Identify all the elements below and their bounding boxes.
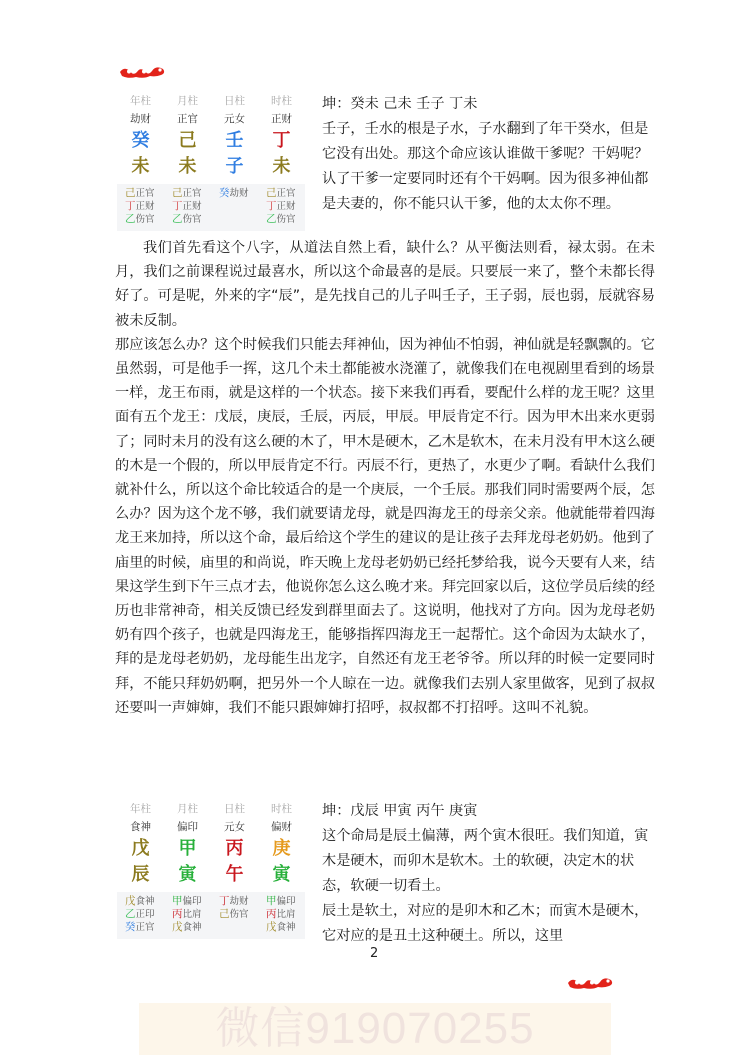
bazi-chart-2 xyxy=(117,800,305,939)
hidden-stem-item xyxy=(172,921,211,934)
hidden-stem-char: 甲 xyxy=(172,895,183,907)
hidden-stem-item xyxy=(125,187,164,200)
header-day: 日柱 xyxy=(224,803,245,815)
hidden-stem-char: 戊 xyxy=(125,895,136,907)
hidden-stem-item xyxy=(125,200,164,213)
hidden-stem-char: 乙 xyxy=(125,908,136,920)
hidden-stem-char: 戊 xyxy=(172,921,183,933)
hidden-stem-char: 乙 xyxy=(172,213,183,225)
branch-day: 子 xyxy=(225,156,244,177)
pillar-headers xyxy=(117,800,305,818)
hidden-stem-god: 食神 xyxy=(276,922,296,933)
chart1-text: 壬子，壬水的根是子水，子水翻到了年干癸水，但是它没有出处。那这个命应该认谁做干爹呢？干妈呢？认了干爹一定要同时还有个干妈啊。因为很多神仙都是夫妻的，你不能只认干爹，他的太太你不理。 xyxy=(322,121,649,212)
hidden-stem-char: 乙 xyxy=(266,213,277,225)
hidden-stem-char: 甲 xyxy=(266,895,277,907)
hidden-stems-col xyxy=(211,895,258,934)
ten-gods-row xyxy=(117,818,305,836)
god-hour: 正财 xyxy=(271,113,292,125)
hidden-stem-god: 正官 xyxy=(182,188,202,199)
hidden-stem-god: 正印 xyxy=(135,909,155,920)
cloud-ornament-icon xyxy=(118,64,166,80)
stem-day: 壬 xyxy=(225,130,244,151)
hidden-stem-item xyxy=(266,921,305,934)
main-body xyxy=(115,236,655,720)
stem-hour: 庚 xyxy=(272,838,291,859)
branch-month: 寅 xyxy=(178,864,197,885)
god-hour: 偏财 xyxy=(271,821,292,833)
hidden-stem-item xyxy=(172,908,211,921)
hidden-stem-char: 癸 xyxy=(219,187,230,199)
hidden-stem-item xyxy=(125,908,164,921)
hidden-stem-god: 食神 xyxy=(135,896,155,907)
header-year: 年柱 xyxy=(130,803,151,815)
branch-year: 未 xyxy=(131,156,150,177)
hidden-stem-god: 伤官 xyxy=(182,214,202,225)
hidden-stem-god: 正官 xyxy=(135,922,155,933)
hidden-stem-god: 伤官 xyxy=(135,214,155,225)
stem-year: 癸 xyxy=(131,130,150,151)
hidden-stems-col xyxy=(164,187,211,226)
hidden-stem-char: 丁 xyxy=(266,200,277,212)
hidden-stem-char: 丁 xyxy=(125,200,136,212)
god-month: 正官 xyxy=(177,113,198,125)
paragraph-1: 我们首先看这个八字，从道法自然上看，缺什么？从平衡法则看，禄太弱。在未月，我们之前课程说过最喜水，所以这个命最喜的是辰。只要辰一来了，整个未都长得好了。可是呢，外来的字“辰”，是先找自己的儿子叫壬子，王子弱，辰也弱，辰就容易被未反制。 xyxy=(115,240,655,329)
hidden-stem-char: 丁 xyxy=(172,200,183,212)
branches-row xyxy=(117,154,305,180)
hidden-stem-char: 癸 xyxy=(125,921,136,933)
hidden-stem-char: 丁 xyxy=(219,895,230,907)
hidden-stem-god: 正官 xyxy=(276,188,296,199)
god-day: 元女 xyxy=(224,113,245,125)
hidden-stem-god: 劫财 xyxy=(229,896,249,907)
stem-hour: 丁 xyxy=(272,130,291,151)
hidden-stems-col xyxy=(258,895,305,934)
hidden-stem-god: 偏印 xyxy=(276,896,296,907)
watermark: 微信919070255 xyxy=(139,1003,611,1055)
chart2-text-2: 辰土是软土，对应的是卯木和乙木；而寅木是硬木，它对应的是丑土这种硬土。所以，这里 xyxy=(322,903,649,944)
hidden-stem-item xyxy=(266,908,305,921)
hidden-stem-char: 乙 xyxy=(125,213,136,225)
cloud-ornament-icon xyxy=(566,975,614,991)
page-number: 2 xyxy=(370,946,379,961)
bazi-chart-1 xyxy=(117,92,305,231)
hidden-stem-item xyxy=(125,921,164,934)
hidden-stem-item xyxy=(172,187,211,200)
hidden-stems-col xyxy=(117,187,164,226)
branch-day: 午 xyxy=(225,864,244,885)
hidden-stem-item xyxy=(172,213,211,226)
chart2-title: 坤：戊辰 甲寅 丙午 庚寅 xyxy=(322,803,478,819)
header-month: 月柱 xyxy=(177,803,198,815)
hidden-stem-item xyxy=(266,200,305,213)
hidden-stem-char: 己 xyxy=(266,187,277,199)
hidden-stem-item xyxy=(125,213,164,226)
branch-hour: 寅 xyxy=(272,864,291,885)
hidden-stem-item xyxy=(125,895,164,908)
hidden-stem-god: 正财 xyxy=(276,201,296,212)
pillar-headers xyxy=(117,92,305,110)
hidden-stem-item xyxy=(219,908,258,921)
hidden-stem-god: 正财 xyxy=(135,201,155,212)
hidden-stem-char: 丙 xyxy=(172,908,183,920)
branch-year: 辰 xyxy=(131,864,150,885)
hidden-stem-char: 己 xyxy=(172,187,183,199)
stems-row xyxy=(117,128,305,154)
hidden-stems-col xyxy=(258,187,305,226)
header-day: 日柱 xyxy=(224,95,245,107)
header-year: 年柱 xyxy=(130,95,151,107)
chart2-text-1: 这个命局是辰土偏薄，两个寅木很旺。我们知道，寅木是硬木，而卯木是软木。土的软硬，决定木的状态，软硬一切看土。 xyxy=(322,828,649,894)
hidden-stem-god: 比肩 xyxy=(182,909,202,920)
header-hour: 时柱 xyxy=(271,95,292,107)
hidden-stem-char: 己 xyxy=(219,908,230,920)
hidden-stem-item xyxy=(219,187,258,200)
hidden-stems-box xyxy=(117,892,305,939)
hidden-stem-char: 丙 xyxy=(266,908,277,920)
hidden-stem-item xyxy=(172,200,211,213)
hidden-stem-god: 偏印 xyxy=(182,896,202,907)
hidden-stem-char: 己 xyxy=(125,187,136,199)
hidden-stem-god: 伤官 xyxy=(276,214,296,225)
branch-month: 未 xyxy=(178,156,197,177)
hidden-stems-col xyxy=(211,187,258,226)
stem-month: 甲 xyxy=(178,838,197,859)
chart1-title: 坤：癸未 己未 壬子 丁未 xyxy=(322,96,478,112)
chart2-description xyxy=(322,799,657,949)
hidden-stems-box xyxy=(117,184,305,231)
ten-gods-row xyxy=(117,110,305,128)
stem-day: 丙 xyxy=(225,838,244,859)
stem-year: 戊 xyxy=(131,838,150,859)
hidden-stem-god: 食神 xyxy=(182,922,202,933)
hidden-stem-item xyxy=(219,895,258,908)
chart1-description xyxy=(322,92,657,217)
stems-row xyxy=(117,836,305,862)
hidden-stems-col xyxy=(117,895,164,934)
branch-hour: 未 xyxy=(272,156,291,177)
hidden-stem-god: 伤官 xyxy=(229,909,249,920)
hidden-stem-char: 戊 xyxy=(266,921,277,933)
god-month: 偏印 xyxy=(177,821,198,833)
god-year: 劫财 xyxy=(130,113,151,125)
hidden-stem-item xyxy=(266,895,305,908)
god-day: 元女 xyxy=(224,821,245,833)
hidden-stem-god: 正财 xyxy=(182,201,202,212)
hidden-stem-god: 正官 xyxy=(135,188,155,199)
hidden-stem-god: 劫财 xyxy=(229,188,249,199)
god-year: 食神 xyxy=(130,821,151,833)
branches-row xyxy=(117,862,305,888)
hidden-stem-item xyxy=(172,895,211,908)
header-month: 月柱 xyxy=(177,95,198,107)
hidden-stem-item xyxy=(266,213,305,226)
header-hour: 时柱 xyxy=(271,803,292,815)
hidden-stem-god: 比肩 xyxy=(276,909,296,920)
hidden-stem-item xyxy=(266,187,305,200)
stem-month: 己 xyxy=(178,130,197,151)
paragraph-2: 那应该怎么办？这个时候我们只能去拜神仙，因为神仙不怕弱，神仙就是轻飘飘的。它虽然弱，可是他手一挥，这几个未土都能被水浇灌了，就像我们在电视剧里看到的场景一样，龙王布雨，就是这样的一个状态。接下来我们再看，要配什么样的龙王呢？这里面有五个龙王：戊辰，庚辰，壬辰，丙辰，甲辰。甲辰肯定不行。因为甲木出来水更弱了；同时未月的没有这么硬的木了，甲木是硬木，乙木是软木，在未月没有甲木这么硬的木是一个假的，所以甲辰肯定不行。丙辰不行，更热了，水更少了啊。看缺什么我们就补什么，所以这个命比较适合的是一个庚辰，一个壬辰。那我们同时需要两个辰，怎么办？因为这个龙不够，我们就要请龙母，就是四海龙王的母亲父亲。他就能带着四海龙王来加持，所以这个命，最后给这个学生的建议的是让孩子去拜龙母老奶奶。他到了庙里的时候，庙里的和尚说，昨天晚上龙母老奶奶已经托梦给我，说今天要有人来，结果这学生到下午三点才去，他说你怎么这么晚才来。拜完回家以后，这位学员后续的经历也非常神奇，相关反馈已经发到群里面去了。这说明，他找对了方向。因为龙母老奶奶有四个孩子，也就是四海龙王，能够指挥四海龙王一起帮忙。这个命因为太缺水了，拜的是龙母老奶奶，龙母能生出龙字，自然还有龙王老爷爷。所以拜的时候一定要同时拜，不能只拜奶奶啊，把另外一个人晾在一边。就像我们去别人家里做客，见到了叔叔还要叫一声婶婶，我们不能只跟婶婶打招呼，叔叔都不打招呼。这叫不礼貌。 xyxy=(115,336,655,716)
hidden-stems-col xyxy=(164,895,211,934)
